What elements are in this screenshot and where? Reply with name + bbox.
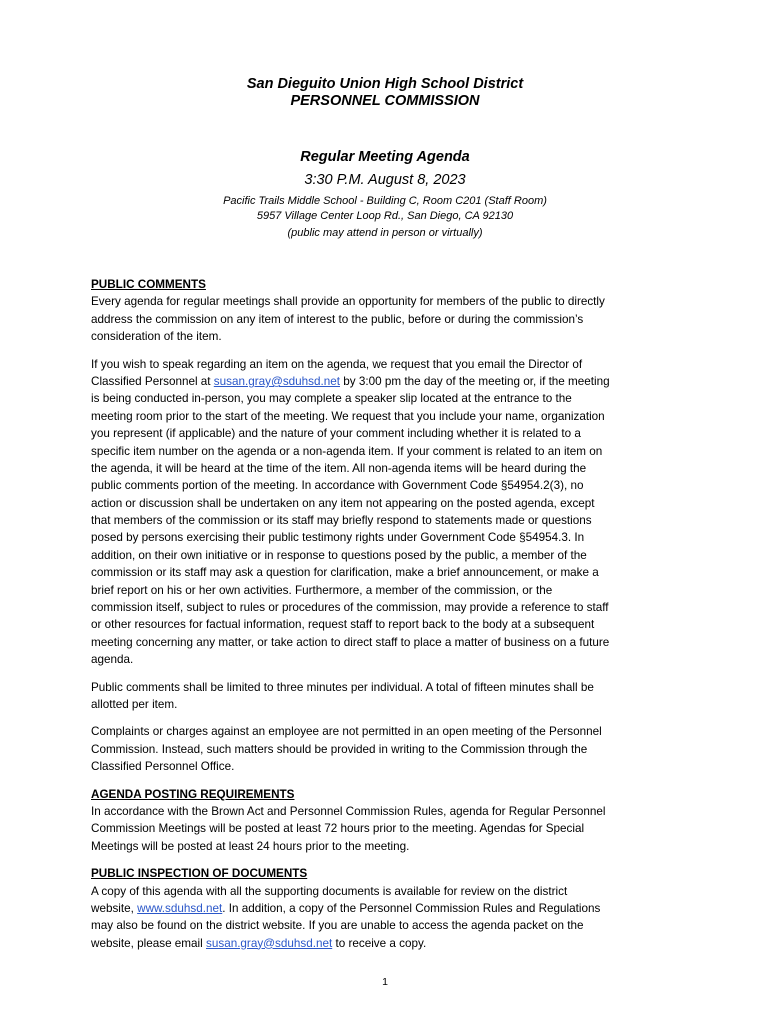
location-line-2: 5957 Village Center Loop Rd., San Diego, CA 92130 xyxy=(256,209,514,222)
district-name: San Dieguito Union High School District xyxy=(246,76,524,92)
agenda-posting-para: In accordance with the Brown Act and Personnel Commission Rules, agenda for Regular Personnel Commission Meetings will be posted at least 72 hours prior to the meeting. Agendas for Special Meetings will be posted at least 24 hours prior to the meeting. xyxy=(91,804,606,853)
page-number: 1 xyxy=(382,976,388,988)
director-email-link[interactable]: susan.gray@sduhsd.net xyxy=(213,374,341,388)
meeting-location xyxy=(0,194,770,241)
location-line-1: Pacific Trails Middle School - Building C, Room C201 (Staff Room) xyxy=(223,195,547,207)
attendance-note: (public may attend in person or virtually) xyxy=(287,227,483,239)
header-organization xyxy=(0,76,770,110)
meeting-title: Regular Meeting Agenda xyxy=(300,149,470,165)
document-body xyxy=(91,276,676,952)
public-inspection-para: A copy of this agenda with all the supporting documents is available for review on the district website, www.sduhsd.net. In addition, a copy of the Personnel Commission Rules and Regulations may also be found on the district website. If you are unable to access the agenda packet on the website, please email susan.gray@sduhsd.net to receive a copy. xyxy=(91,884,601,950)
meeting-time: 3:30 P.M. August 8, 2023 xyxy=(304,172,466,188)
public-comments-heading: PUBLIC COMMENTS xyxy=(91,278,206,291)
copy-request-email-link[interactable]: susan.gray@sduhsd.net xyxy=(206,936,333,950)
commission-name: PERSONNEL COMMISSION xyxy=(290,93,480,109)
public-comments-para-2: If you wish to speak regarding an item on the agenda, we request that you email the Director of Classified Personnel at susan.gray@sduhsd.net by 3:00 pm the day of the meeting or, if the meeting is being conducted in-person, you may complete a speaker slip located at the entrance to the meeting room prior to the start of the meeting. We request that you include your name, organization you represent (if applicable) and the nature of your comment including whether it is related to a specific item number on the agenda or a non-agenda item. If your comment is related to an item on the agenda, it will be heard at the time of the item. All non-agenda items will be heard during the public comments portion of the meeting. In accordance with Government Code §54954.2(3), no action or discussion shall be undertaken on any item not appearing on the posted agenda, except that members of the commission or its staff may briefly respond to statements made or questions posed by persons exercising their public testimony rights under Government Code §54954.3. In addition, on their own initiative or in response to questions posed by the public, a member of the commission or its staff may ask a question for clarification, make a brief announcement, or make a brief report on his or her own activities. Furthermore, a member of the commission, or the commission itself, subject to rules or procedures of the commission, may provide a reference to staff or other resources for factual information, request staff to report back to the body at a subsequent meeting concerning any matter, or take action to direct staff to place a matter of business on a future agenda. xyxy=(91,357,610,667)
district-website-link[interactable]: www.sduhsd.net xyxy=(137,901,223,915)
public-inspection-heading: PUBLIC INSPECTION OF DOCUMENTS xyxy=(91,867,308,881)
public-comments-para-3: Public comments shall be limited to three minutes per individual. A total of fifteen minutes shall be allotted per item. xyxy=(91,680,594,711)
agenda-posting-heading: AGENDA POSTING REQUIREMENTS xyxy=(91,787,295,801)
public-comments-para-1: Every agenda for regular meetings shall provide an opportunity for members of the public to directly address the commission on any item of interest to the public, before or during the commission’s consideration of the item. xyxy=(91,295,605,344)
public-comments-para-4: Complaints or charges against an employee are not permitted in an open meeting of the Personnel Commission. Instead, such matters should be provided in writing to the Commission through the Classified Personnel Office. xyxy=(91,725,602,774)
